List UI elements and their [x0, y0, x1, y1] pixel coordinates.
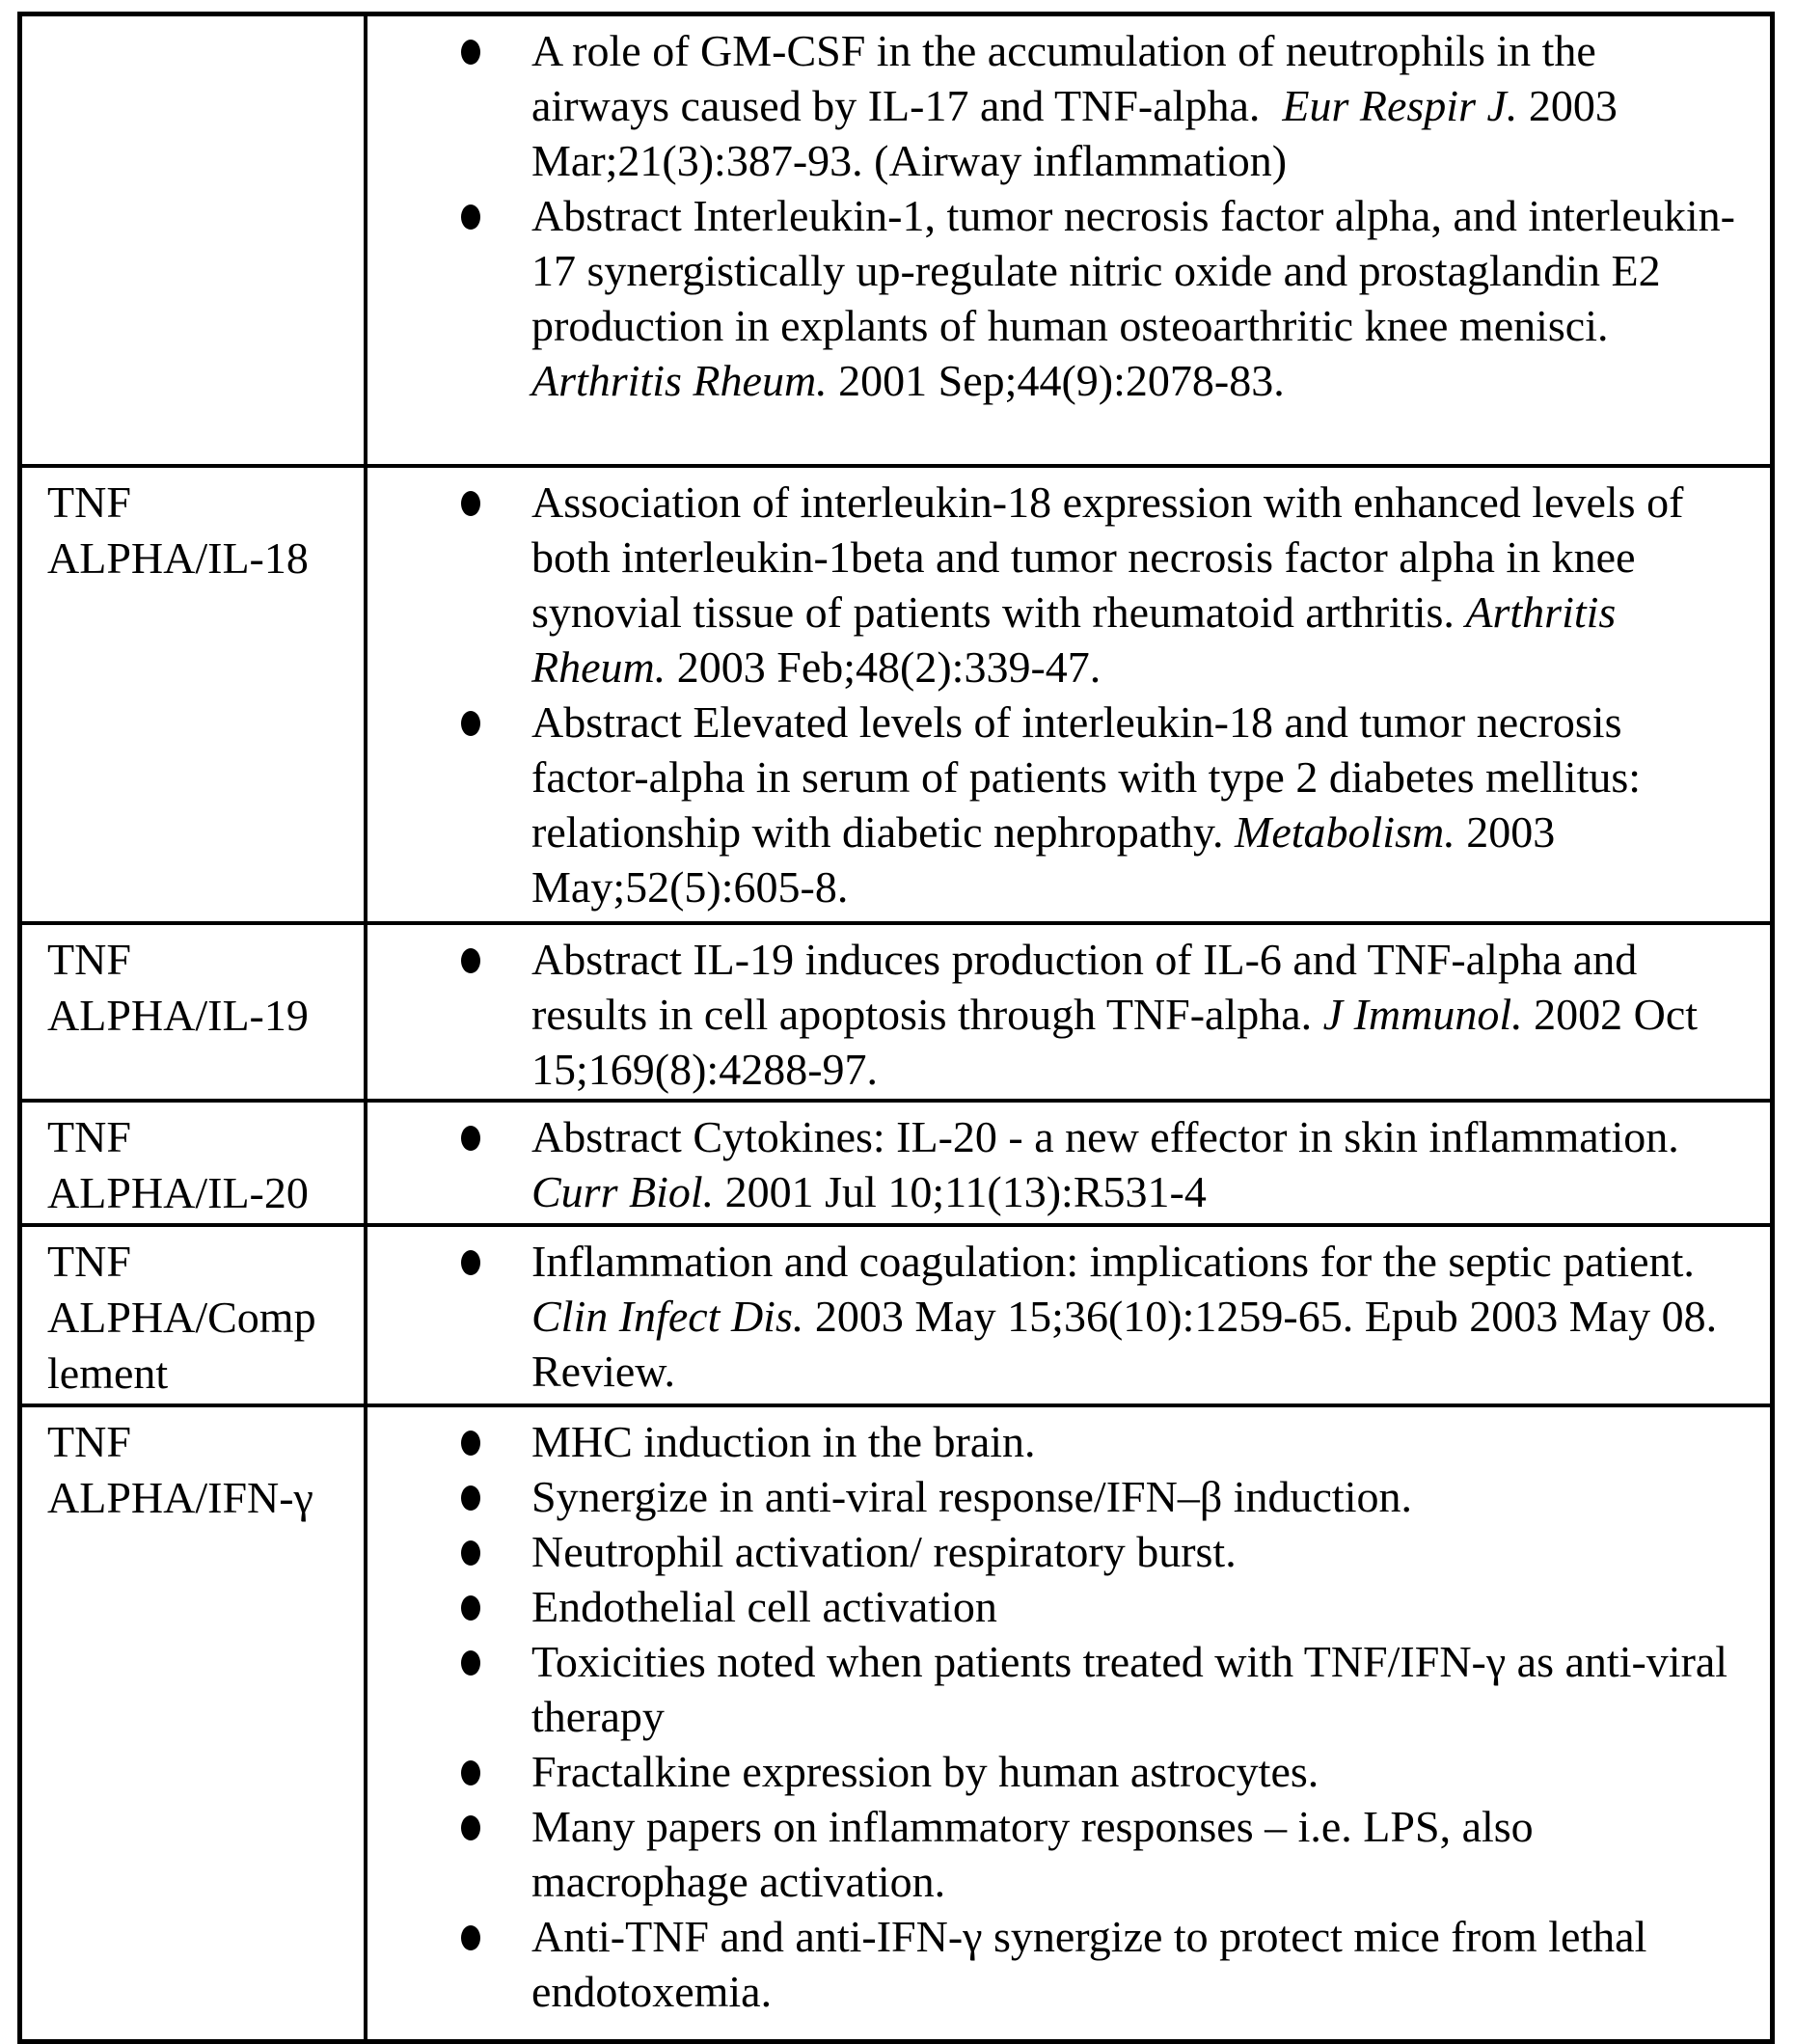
list-item	[367, 1799, 1741, 1909]
row-label-line: lement	[47, 1349, 169, 1398]
journal-name: Arthritis Rheum.	[531, 587, 1617, 692]
bullet-icon	[461, 1579, 531, 1621]
filled-circle-icon	[461, 1431, 480, 1456]
citation-text: 2003 May;52(5):605-8.	[531, 807, 1556, 912]
row-label-cell	[22, 925, 367, 1099]
filled-circle-icon	[461, 1815, 480, 1840]
bullet-icon	[461, 932, 531, 973]
bullet-text	[531, 1234, 1741, 1399]
bullet-text	[531, 1909, 1741, 2019]
citation-text: 2001 Sep;44(9):2078-83.	[827, 356, 1285, 405]
list-item	[367, 23, 1741, 188]
citation-text: 2003 Mar;21(3):387-93. (Airway inflammation)	[531, 81, 1618, 185]
bullet-text	[531, 1524, 1741, 1579]
bullet-text	[531, 23, 1741, 188]
row-content-cell	[367, 1407, 1770, 2039]
row-label-line: TNF	[47, 1112, 131, 1161]
bullet-text	[531, 932, 1741, 1097]
bullet-text	[531, 1744, 1741, 1799]
citation-text: Inflammation and coagulation: implications for the septic patient.	[531, 1237, 1706, 1286]
bullet-icon	[461, 1469, 531, 1511]
row-label-line: ALPHA/IL-20	[47, 1168, 309, 1217]
filled-circle-icon	[461, 1925, 480, 1950]
bullet-icon	[461, 188, 531, 230]
bullet-icon	[461, 695, 531, 736]
bullet-icon	[461, 1414, 531, 1456]
row-label-line: ALPHA/IL-19	[47, 991, 309, 1040]
citation-text: A role of GM-CSF in the accumulation of neutrophils in the airways caused by IL-17 and TNF-alpha.	[531, 26, 1596, 130]
list-item	[367, 1524, 1741, 1579]
table-row	[22, 1103, 1770, 1227]
citation-text: Association of interleukin-18 expression with enhanced levels of both interleukin-1beta and tumor necrosis factor alpha in knee synovial tissue of patients with rheumatoid arthritis.	[531, 477, 1684, 637]
row-label-line: TNF	[47, 1237, 131, 1286]
row-label-cell	[22, 1103, 367, 1223]
list-item	[367, 1909, 1741, 2019]
bullet-icon	[461, 1109, 531, 1151]
table-row	[22, 468, 1770, 925]
citation-text: Abstract Cytokines: IL-20 - a new effector in skin inflammation.	[531, 1112, 1679, 1161]
citation-text: MHC induction in the brain.	[531, 1417, 1036, 1466]
bullet-icon	[461, 1744, 531, 1785]
journal-name: Curr Biol.	[531, 1167, 715, 1216]
filled-circle-icon	[461, 1760, 480, 1785]
bullet-text	[531, 1469, 1741, 1524]
list-item	[367, 475, 1741, 695]
citation-text: Anti-TNF and anti-IFN-γ synergize to protect mice from lethal endotoxemia.	[531, 1912, 1647, 2016]
row-label-line: TNF	[47, 477, 131, 527]
filled-circle-icon	[461, 1540, 480, 1566]
filled-circle-icon	[461, 1126, 480, 1151]
row-content-cell	[367, 1103, 1770, 1223]
citation-text: Fractalkine expression by human astrocytes.	[531, 1747, 1319, 1796]
row-label-line: ALPHA/IFN-γ	[47, 1473, 313, 1522]
row-content-cell	[367, 16, 1770, 464]
citation-text: Abstract IL-19 induces production of IL-6 and TNF-alpha and results in cell apoptosis through TNF-alpha.	[531, 935, 1638, 1039]
bullet-text	[531, 1109, 1741, 1219]
table-row	[22, 1227, 1770, 1407]
bullet-text	[531, 1579, 1741, 1634]
reference-table	[17, 12, 1775, 2044]
bullet-text	[531, 475, 1741, 695]
filled-circle-icon	[461, 1650, 480, 1676]
citation-text: Neutrophil activation/ respiratory burst.	[531, 1527, 1237, 1576]
filled-circle-icon	[461, 491, 480, 516]
row-content-cell	[367, 468, 1770, 921]
journal-name: Arthritis Rheum.	[531, 356, 828, 405]
citation-text: Toxicities noted when patients treated with TNF/IFN-γ as anti-viral therapy	[531, 1637, 1728, 1741]
row-label-line: TNF	[47, 935, 131, 984]
journal-name: Clin Infect Dis.	[531, 1292, 804, 1341]
row-label-cell	[22, 1227, 367, 1404]
table-row	[22, 16, 1770, 468]
citation-text: Many papers on inflammatory responses – i.e. LPS, also macrophage activation.	[531, 1802, 1534, 1906]
table-row	[22, 925, 1770, 1103]
bullet-text	[531, 1799, 1741, 1909]
list-item	[367, 1414, 1741, 1469]
journal-name: Eur Respir J.	[1282, 81, 1518, 130]
row-content-cell	[367, 925, 1770, 1099]
list-item	[367, 1579, 1741, 1634]
bullet-icon	[461, 1799, 531, 1840]
bullet-text	[531, 188, 1741, 408]
list-item	[367, 1469, 1741, 1524]
citation-text: Abstract Elevated levels of interleukin-18 and tumor necrosis factor-alpha in serum of patients with type 2 diabetes mellitus: relationship with diabetic nephropathy.	[531, 697, 1642, 857]
bullet-icon	[461, 475, 531, 516]
row-label-line: TNF	[47, 1417, 131, 1466]
filled-circle-icon	[461, 948, 480, 973]
filled-circle-icon	[461, 1250, 480, 1275]
journal-name: J Immunol.	[1322, 990, 1523, 1039]
filled-circle-icon	[461, 711, 480, 736]
filled-circle-icon	[461, 1595, 480, 1621]
row-label-line: ALPHA/Comp	[47, 1293, 316, 1342]
filled-circle-icon	[461, 40, 480, 65]
row-label-line: ALPHA/IL-18	[47, 533, 309, 583]
list-item	[367, 1634, 1741, 1744]
list-item	[367, 1744, 1741, 1799]
citation-text: 2003 Feb;48(2):339-47.	[666, 642, 1101, 692]
bullet-text	[531, 1414, 1741, 1469]
row-label-cell	[22, 468, 367, 921]
citation-text: 2003 May 15;36(10):1259-65. Epub 2003 May 08. Review.	[531, 1292, 1718, 1396]
row-content-cell	[367, 1227, 1770, 1404]
list-item	[367, 1109, 1741, 1219]
list-item	[367, 932, 1741, 1097]
citation-text: Abstract Interleukin-1, tumor necrosis factor alpha, and interleukin-17 synergistically up-regulate nitric oxide and prostaglandin E2 production in explants of human osteoarthritic knee menisci.	[531, 191, 1735, 350]
journal-name: Metabolism.	[1235, 807, 1455, 857]
bullet-text	[531, 1634, 1741, 1744]
bullet-icon	[461, 1524, 531, 1566]
list-item	[367, 695, 1741, 914]
list-item	[367, 1234, 1741, 1399]
filled-circle-icon	[461, 1485, 480, 1511]
filled-circle-icon	[461, 204, 480, 230]
bullet-icon	[461, 1234, 531, 1275]
bullet-text	[531, 695, 1741, 914]
table-row	[22, 1407, 1770, 2039]
citation-text: Synergize in anti-viral response/IFN–β induction.	[531, 1472, 1412, 1521]
bullet-icon	[461, 1909, 531, 1950]
list-item	[367, 188, 1741, 408]
citation-text: Endothelial cell activation	[531, 1582, 997, 1631]
citation-text: 2001 Jul 10;11(13):R531-4	[714, 1167, 1207, 1216]
bullet-icon	[461, 1634, 531, 1676]
row-label-cell	[22, 16, 367, 464]
citation-text: 2002 Oct 15;169(8):4288-97.	[531, 990, 1699, 1094]
bullet-icon	[461, 23, 531, 65]
row-label-cell	[22, 1407, 367, 2039]
